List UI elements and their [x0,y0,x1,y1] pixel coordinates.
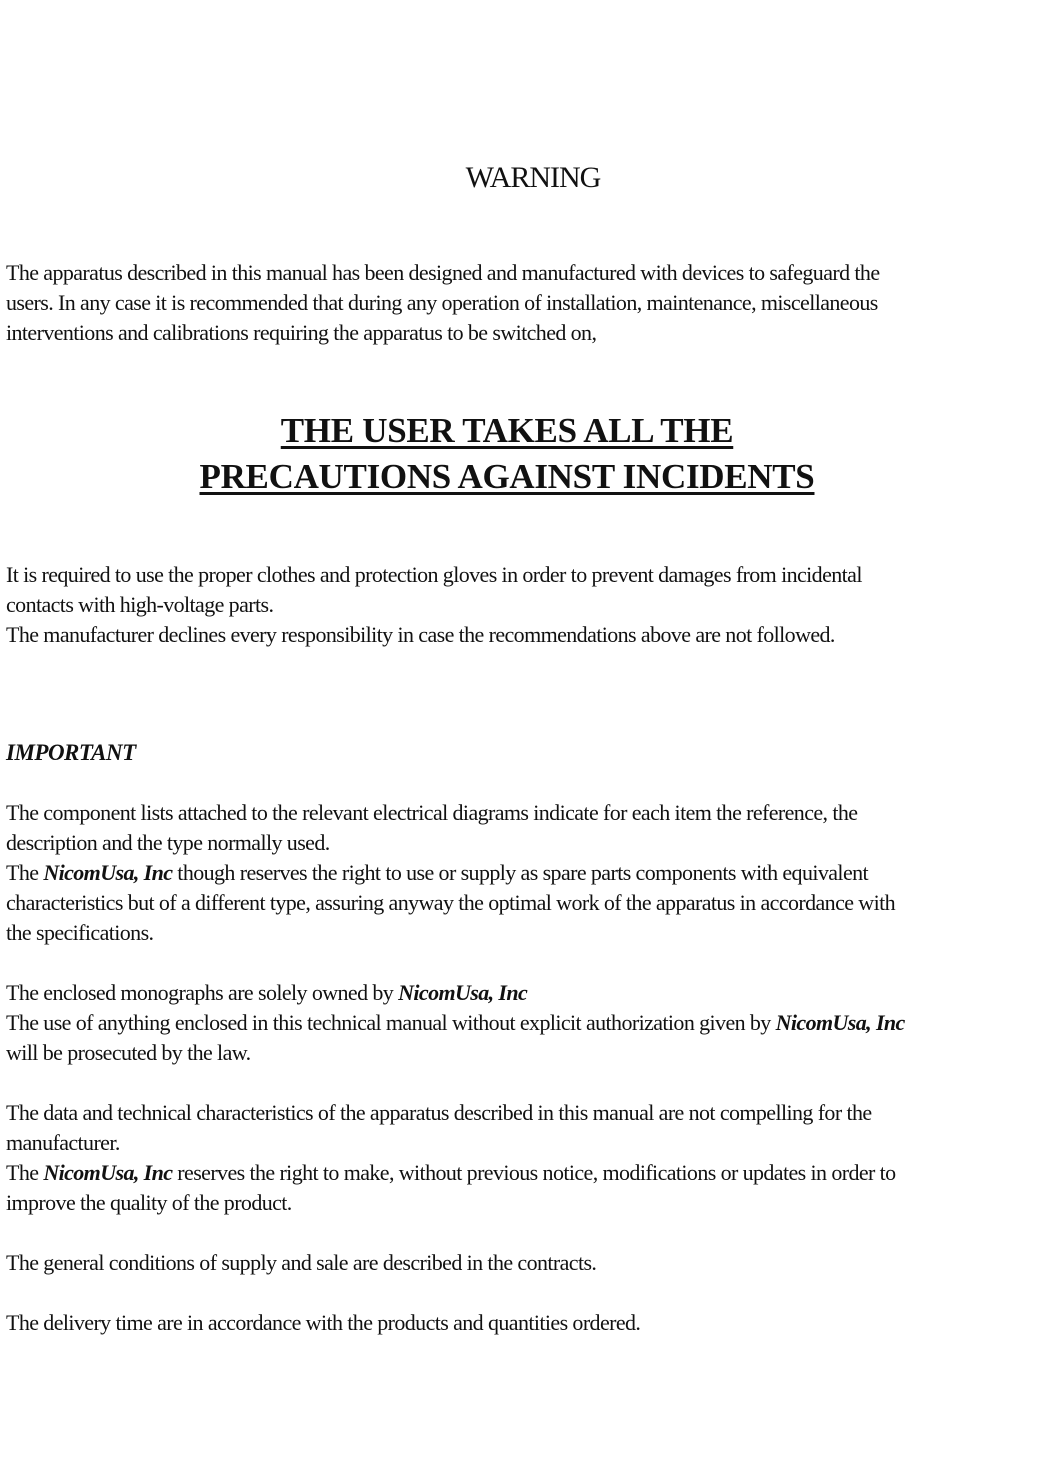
components-line [6,858,1018,888]
protection-line: contacts with high-voltage parts. [6,592,274,617]
headline-line: THE USER TAKES ALL THE [280,411,734,450]
conditions-line: The general conditions of supply and sale are described in the contracts. [6,1250,597,1275]
text-run: The enclosed monographs are solely owned by [6,980,399,1005]
brand-name: NicomUsa, Inc [775,1010,905,1035]
data-notice-paragraph [6,1098,1018,1218]
data-notice-line: The data and technical characteristics of the apparatus described in this manual are not compelling for the [6,1100,872,1125]
warning-title: WARNING [465,161,601,194]
brand-name: NicomUsa, Inc [43,1160,173,1185]
components-line: description and the type normally used. [6,830,330,855]
data-notice-line: improve the quality of the product. [6,1190,292,1215]
monographs-line: will be prosecuted by the law. [6,1040,251,1065]
monographs-line [6,978,1018,1008]
protection-line: The manufacturer declines every responsibility in case the recommendations above are not followed. [6,622,835,647]
components-line: the specifications. [6,920,154,945]
protection-paragraph [6,560,1018,650]
monographs-line [6,1008,1018,1038]
important-heading: IMPORTANT [6,740,136,765]
text-run: The [6,1160,44,1185]
headline-line: PRECAUTIONS AGAINST INCIDENTS [199,457,815,496]
delivery-line: The delivery time are in accordance with the products and quantities ordered. [6,1310,641,1335]
protection-line: It is required to use the proper clothes and protection gloves in order to prevent damages from incidental [6,562,862,587]
data-notice-line: manufacturer. [6,1130,120,1155]
components-line: The component lists attached to the relevant electrical diagrams indicate for each item the reference, the [6,800,858,825]
brand-name: NicomUsa, Inc [398,980,528,1005]
components-line: characteristics but of a different type, assuring anyway the optimal work of the apparatus in accordance with [6,890,896,915]
text-run: The use of anything enclosed in this technical manual without explicit authorization given by [6,1010,776,1035]
delivery-paragraph [6,1308,1018,1338]
monographs-paragraph [6,978,1018,1068]
intro-paragraph [6,258,1018,348]
data-notice-line [6,1158,1018,1188]
intro-line: interventions and calibrations requiring the apparatus to be switched on, [6,320,597,345]
text-run: though reserves the right to use or supply as spare parts components with equivalent [172,860,869,885]
components-paragraph [6,798,1018,948]
precautions-headline [0,408,1014,500]
intro-line: The apparatus described in this manual has been designed and manufactured with devices to safeguard the [6,260,880,285]
text-run: reserves the right to make, without previous notice, modifications or updates in order to [172,1160,896,1185]
text-run: The [6,860,44,885]
brand-name: NicomUsa, Inc [43,860,173,885]
conditions-paragraph [6,1248,1018,1278]
intro-line: users. In any case it is recommended that during any operation of installation, maintenance, miscellaneous [6,290,878,315]
